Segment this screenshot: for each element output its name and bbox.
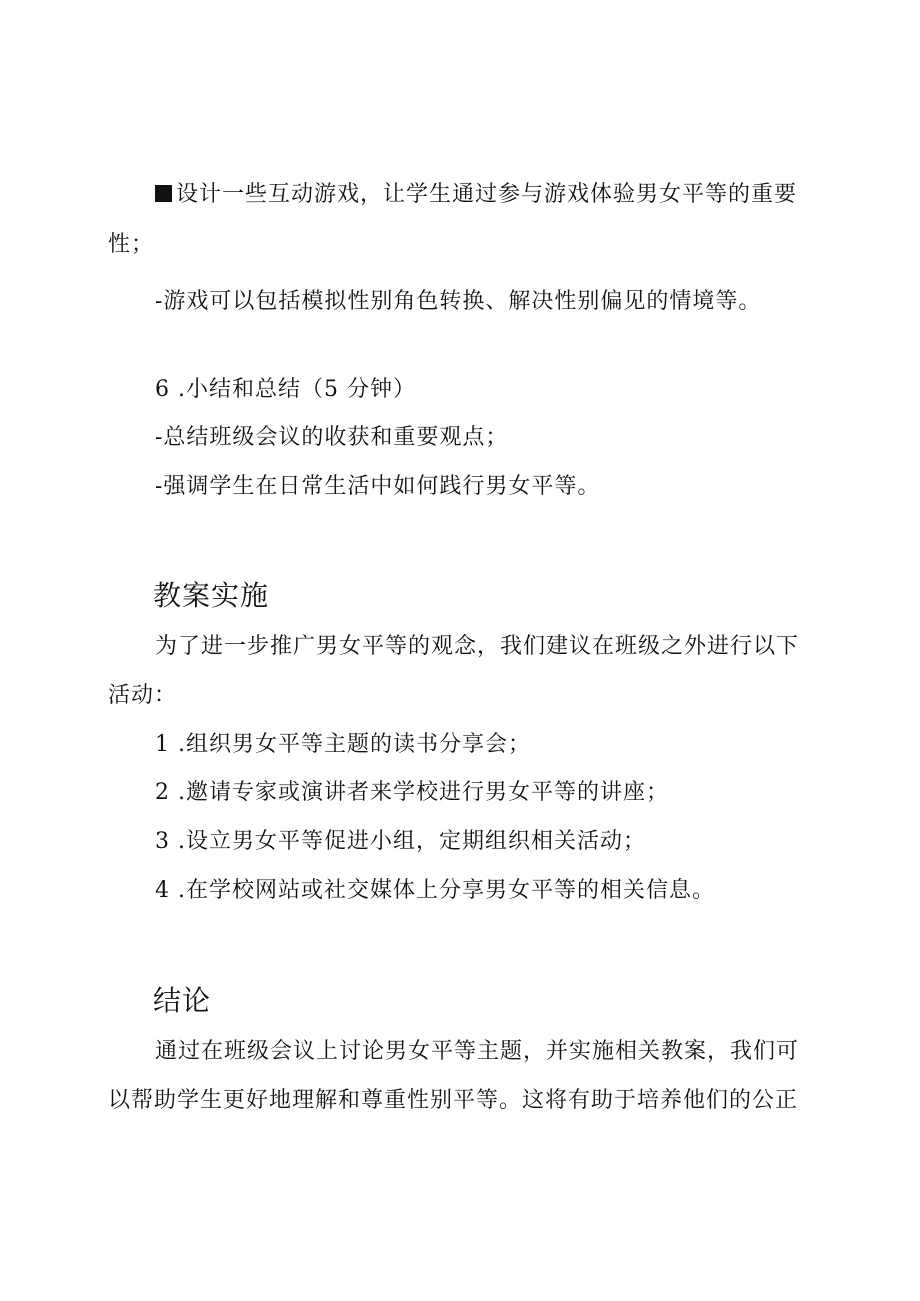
summary-item-2: -强调学生在日常生活中如何践行男女平等。 bbox=[155, 474, 601, 499]
implementation-intro-line-2: 活动： bbox=[108, 683, 178, 708]
summary-item-1: -总结班级会议的收获和重要观点； bbox=[155, 425, 509, 450]
implementation-intro-line-1: 为了进一步推广男女平等的观念，我们建议在班级之外进行以下 bbox=[155, 634, 800, 659]
square-bullet-icon bbox=[155, 185, 172, 202]
implementation-item-3: 3 .设立男女平等促进小组，定期组织相关活动； bbox=[155, 829, 646, 854]
conclusion-line-1: 通过在班级会议上讨论男女平等主题，并实施相关教案，我们可 bbox=[155, 1039, 800, 1064]
game-examples-line: -游戏可以包括模拟性别角色转换、解决性别偏见的情境等。 bbox=[155, 289, 762, 314]
implementation-item-1: 1 .组织男女平等主题的读书分享会； bbox=[155, 732, 531, 757]
conclusion-heading: 结论 bbox=[153, 984, 212, 1017]
implementation-heading: 教案实施 bbox=[153, 579, 270, 612]
game-design-line-continuation: 性； bbox=[108, 232, 155, 257]
game-design-line: 设计一些互动游戏，让学生通过参与游戏体验男女平等的重要 bbox=[155, 180, 797, 210]
conclusion-line-2: 以帮助学生更好地理解和尊重性别平等。这将有助于培养他们的公正 bbox=[108, 1088, 799, 1113]
implementation-item-2: 2 .邀请专家或演讲者来学校进行男女平等的讲座； bbox=[155, 780, 669, 805]
summary-section-title: 6 .小结和总结（5 分钟） bbox=[155, 377, 416, 402]
implementation-item-4: 4 .在学校网站或社交媒体上分享男女平等的相关信息。 bbox=[155, 878, 715, 903]
